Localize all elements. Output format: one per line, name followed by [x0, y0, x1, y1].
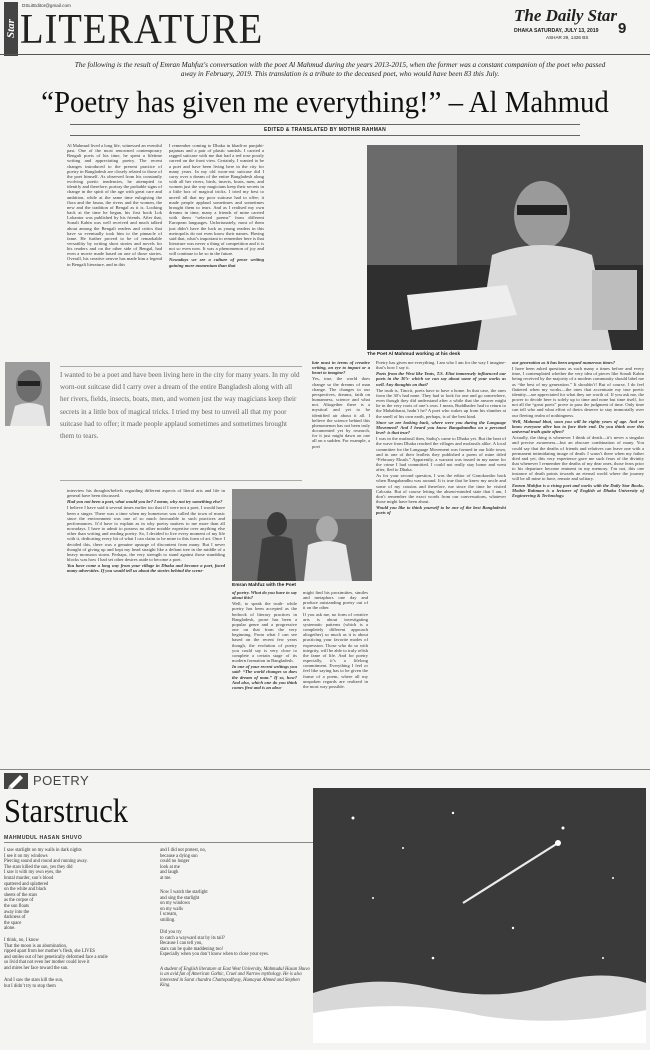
article-intro: The following is the result of Emran Mahfuz's conversation with the poet Al Mahmud during the years 2013-2015, when the former was a constant companion of the poet who passed away in February, 2019. This translation is a tribute to the deceased poet, who would have been 83 this July.: [74, 60, 606, 79]
masthead-divider: [0, 54, 650, 55]
article-paragraph: You have come a long way from your village in Dhaka and become a poet, faced many adversities. If you would tell us about the stories behind the scene-: [67, 563, 225, 574]
poem-line: so livid that not even her mother could love it: [4, 960, 90, 966]
poem-author: MAHMUDUL HASAN SHUVO: [4, 835, 83, 841]
page-number: 9: [618, 20, 627, 37]
poem-divider: [4, 842, 319, 843]
article-paragraph: I was in the mufassil then, Sadiq’s came to Dhaka yet. But the heat of the wave from Dhaka reached the villages and mofassils alike. A local committee for the Language Movement was formed in our little town, and in one of their leaflets they published a poem of mine titled “February Ekush.” Apparently, a warrant was issued in my name for the crime I had committed. I could not really stay home and went after, fled to Dhaka.: [376, 436, 506, 473]
poem-line: I think, no, I know: [4, 938, 39, 943]
poem-stanza: [160, 930, 315, 958]
article-paragraph: In one of your recent writings you said- “The world changes so does the dream of man.” If so, how? And also, which one do you think comes first and is an abso-: [232, 664, 297, 690]
article-column-5: [303, 590, 368, 735]
article-column-8: [512, 360, 644, 750]
pull-quote: I wanted to be a poet and have been living here in the city for many years. In my old worn-out suitcase did I carry over a dream of the entire Bangladesh along with all her rivers, fields, insects, boats, men, and women just the way magicians keep their secrets in a little box of magical tricks. I tried my best to unveil all that my poor suitcase had to offer; it made people applaud sometimes and sometimes brought them to tears.: [60, 366, 302, 481]
article-column-4: [232, 590, 297, 735]
article-paragraph: our generation as it has been argued numerous times?: [512, 360, 616, 365]
article-paragraph: Poetry has given me everything. I am who I am for the way I imagine- that’s how I say it.: [376, 360, 506, 371]
poem-line: and smiles out of her genetically deformed face a smile: [4, 954, 108, 960]
poem-line: Because I can tell you,: [160, 941, 203, 947]
poem-line: Especially when you don’t know when to close your eyes.: [160, 952, 270, 958]
article-paragraph: Nowadays we see a culture of prose writing gaining more momentum than that: [169, 257, 264, 268]
article-headline: “Poetry has given me everything!” – Al Mahmud: [41, 84, 609, 119]
poem-line: darkness of: [4, 915, 26, 921]
article-paragraph: Had you not been a poet, what would you be? I mean, why not try something else?: [67, 499, 223, 505]
poetry-label: POETRY: [33, 773, 90, 788]
poem-line: look at me: [160, 864, 180, 870]
section-title: LITERATURE: [20, 7, 264, 53]
poem-line: smiling.: [160, 917, 176, 923]
poem-line: That the moon is an abomination,: [4, 943, 68, 949]
article-paragraph: interview his thoughts/beliefs regarding different aspects of literal arts and life in general have been discussed.: [67, 488, 225, 499]
poem-line: on my windows: [160, 901, 190, 907]
bangla-date: ASHAR 29, 1426 BS: [546, 35, 589, 40]
poem-line: I saw it with my own eyes, the: [4, 870, 62, 876]
newspaper-name: The Daily Star: [514, 6, 617, 25]
article-paragraph: I have been asked questions as such many a times before and every time, I contemplated whether the very idea of pieces like Sonali Kabin being received by the majority of a modern community should label me as “the best of my generation.” It shouldn’t! But of course, I do feel flattered when my works—the ones that accentuate my true poetic identity—are appreciated for what they are worth of. If you ask me, the power to decide here is solely up to time and none but time itself, for not all the “great poets” prove to pass the judgment of time. Only time can tell who and what effort of theirs deserve to stay immortally over our fleeting realm of nothingness.: [512, 366, 644, 418]
poem-line: but I didn’t try to stop them: [4, 983, 56, 989]
poem-line: the space: [4, 920, 22, 926]
poem-line: away into the: [4, 909, 30, 915]
article-column-1: [67, 143, 162, 355]
article-column-7: [376, 360, 506, 750]
poet-portrait-illustration: [5, 362, 50, 426]
night-sky-illustration: [313, 788, 646, 1043]
article-paragraph: Yes, true, the world does change so the dreams of man change. The changes to our perspectives, dreams, faith on humanness, science and what not. Altogether there is a mystical and yet to be identified air about it all. I believe the science behind this phenomenon has not been truly documented yet by research, for it just might dawn on one all on a sudden. For example, a poet: [312, 376, 370, 449]
poem-line: spattered and splattered: [4, 881, 49, 887]
mahfuz-with-poet-photo: [232, 489, 372, 581]
poem-stanza: [4, 978, 154, 989]
article-column-2: [169, 143, 264, 355]
poem-line: sheets of the stars: [4, 892, 38, 898]
poet-at-desk-photo: [367, 145, 643, 350]
article-column-6: [312, 360, 370, 482]
poem-line: Piercing sound and round and running away.: [4, 859, 88, 865]
byline-divider-bottom: [70, 135, 580, 136]
article-paragraph: I believe I have said it several times earlier too that if I were not a poet, I would have been a singer. There was a time when my hometown was called the town of music since the environment was one of so much favourable to such practices and performances. It’d have to explain as in why poetry matters to me more than all nowadays. I have to admit to possess no other notable expertise over anything else other than writing and reading poetry. So, I decided to live every moment of my life with it, dedicating every bit of what I can claim to be mine to this form of art. Once I decided this, there was a genuine upsurge of discontent from many. But I never thought of giving up and kept my head straight like a defiant tree in the middle of a heavy monsoon storm. Perhaps, the very strength to stand against those stumbling blocks was how I had set other desires aside to become a poet.: [67, 505, 225, 563]
poem-stanza: [160, 890, 310, 924]
article-paragraph: Since we are looking back, where were you during the Language Movement? And I heard you know Bangabandhu on a personal level- is that true?: [376, 419, 506, 436]
article-paragraph: Al Mahmud lived a long life, witnessed an eventful past. One of the most renowned contemporary Bengali poets of his time, he spent a lifetime writing and appreciating poetry. The recent changes introduced to the present practice of poetry in Bangladesh are closely related to those of the poet himself. As observed from his constantly evolving poetic tendencies, he attempted to identify and therefore, portray the probable signs of change in the spirit of the age with great care and ambition, while at the same time eulogising the flora and the fauna, the rivers and the women, the new and the tradition of Bengal as it is. Looking back at the time he began, his first book Lok Lokantor was published by his friends. After that, Sonali Kabin was well received and much talked about among the Bengali readers and critics that have so eventually took him to the pinnacle of fame. He further proved to be of remarkable versatility by writing short stories and novels for his readers and on the other side of Bengal, had even a movie made based on one of those stories. Overall, his creative oeuvre has made him a legend in Bengali literature, and in this: [67, 143, 162, 267]
second-photo-caption: Emran Mahfuz with the Poet: [232, 583, 296, 588]
poem-line: to catch a wayward star by its tail?: [160, 935, 225, 941]
poet-at-desk-illustration: [367, 145, 643, 350]
poem-line: alone.: [4, 926, 16, 932]
poem-stanza: [4, 848, 154, 932]
byline-divider-top: [70, 124, 580, 125]
poem-line: and sing the starlight: [160, 895, 200, 901]
dateline: DHAKA SATURDAY, JULY 13, 2019: [514, 28, 599, 34]
poem-line: And I saw the stars kill the sun,: [4, 978, 64, 983]
article-paragraph: might find his proximities, similes and metaphors one day and produce outstanding poetry out of it on the other.: [303, 590, 368, 611]
poem-line: Now I watch the starlight: [160, 890, 208, 895]
article-paragraph: lute must in terms of creative writing, an eye to impact or a heart to imagine?: [312, 360, 370, 376]
poem-line: at me.: [160, 875, 172, 881]
article-byline: EDITED & TRANSLATED BY MOTHIR RAHMAN: [263, 127, 386, 133]
poem-line: and I did not protest, no,: [160, 848, 206, 853]
star-logo: Star: [4, 2, 18, 56]
pen-icon: [4, 773, 28, 789]
poem-line: stars can be quite maddening too!: [160, 946, 224, 952]
poem-line: on the white and black: [4, 887, 47, 893]
article-column-3: [67, 488, 225, 698]
article-paragraph: Well, to speak the truth- while poetry has been accepted as the bedrock of literary practices in Bangladesh, prose has been a popular genre and a progressive one on that from the very beginning. From what I can see based on the recent few years though, the evolution of poetry you could say is very close to complete a certain stage of its modern formation in Bangladesh.: [232, 601, 297, 664]
poem-line: the sun floats: [4, 903, 29, 909]
poetry-section-divider: [0, 769, 650, 770]
main-photo-caption: The Poet Al Mahmud working at his desk: [367, 352, 461, 357]
poem-line: Did you try: [160, 930, 182, 935]
poem-line: I saw starlight on my walls in dark nights: [4, 848, 82, 853]
poem-line: and mires her face toward the sun.: [4, 965, 69, 971]
poem-line: The stars killed the sun, yes they did: [4, 864, 73, 870]
poem-title: Starstruck: [4, 793, 129, 830]
poem-line: on my walls: [160, 906, 183, 912]
poem-line: ripped apart from her mother’s flesh, she LIVES: [4, 949, 96, 955]
article-paragraph: I remember coming to Dhaka in khadi-ar punjabi-pajamas and a pair of plastic sandals. I carried a ragged suitcase with me that had a red rose poorly carved on the front view. Certainly, I wanted to be a poet and have been living here in the city for many years. In my old worn-out suitcase did I carry over a dream of the entire Bangladesh along with all her rivers, birds, insects, boats, men, and women just the way magicians keep their secrets in a little box of magical tricks. I tried my best to unveil all that my poor suitcase had to offer; it made people applaud sometimes and sometimes brought them to tears. And as I realised my own dreams in time, many a friends of mine carried with them “selected poems” from different European languages. Unfortunately, most of them just didn’t have the luck as young readers in this metropolis do not even know their names. Having said that, what’s important to remember here is that literature was never a thing of competition and it is not so even now. It was a phenomenon of joy and will continue to be so in the future.: [169, 143, 264, 257]
poem-line: and laugh: [160, 870, 179, 876]
article-paragraph: Poets from the West like Yeats, T.S. Eliot immensely influenced our poets in the 30’s- which we can say about some of your works as well. Any thoughts on that?: [376, 371, 506, 387]
article-paragraph: The truth is, Tincrit, poets have to have a home. In that case, the ones from the 30’s had none. They had to look for one and go somewhere, even though they did understand after a while that the answer might lie in the very roots of one’s own. I mean, Buddhadev had to return to the Mahabharat, hadn’t he? A poet who wakes up from his slumber at the smell of his own earth, perhaps, is of the best kind.: [376, 387, 506, 419]
article-paragraph: As for your second question, I was the editor of Gonokontho back when Bangabandhu was around. It is true that he knew my uncle and some of my cousins and therefore, me since the time he visited Calcutta. But of course letting the absent-minded state that I am, I don’t remember the exact words from our conversations, whatever those might have been about.: [376, 473, 506, 505]
section-email[interactable]: DSLitEditor@gmail.com: [22, 3, 71, 8]
article-paragraph: of poetry. What do you have to say about this?: [232, 590, 297, 601]
article-paragraph: Would you like to think yourself to be one of the best Bangladeshi poets of: [376, 505, 506, 516]
article-paragraph: Actually, the thing is whenever I think of death—it’s never a singular and precise awareness—but an obscure combination of many. You could say that the deaths of friends and relatives can leave one with a permanent intimidating image of death. I wasn’t there when my father died and yet, this very experience gave me such fears of the divinity that whenever I remember the deaths of my dear ones, those fears prior to his departure become eminent in my memory. I’m not, this one instance of death points towards an eternal world where the journey will be all mine to have, remote and solitary.: [512, 435, 644, 482]
poet-portrait-photo: [5, 362, 50, 426]
poem-stanza: [160, 848, 310, 882]
poem-line: because a dying sun: [160, 853, 198, 859]
poem-line: I scream,: [160, 912, 178, 918]
article-paragraph: Well, Mahmud bhai, soon you will be eighty years of age. And we know everyone alive has to face their end. Do you think over this universal truth quite often?: [512, 418, 644, 435]
poem-line: could no longer: [160, 859, 190, 865]
poem-line: as the corpse of: [4, 898, 34, 904]
article-paragraph: Emran Mahfuz is a rising poet and works with the Daily Star Books. Mothir Rahman is a lecturer of English at Dhaka University of Engineering & Technology.: [512, 482, 644, 498]
article-paragraph: If you ask me, no form of creative arts is about investigating systematic patterns (which is a completely different approach altogether) so much as it is about practicing your favorite modes of expression. Those who do so with integrity, will be able to truly relish the fame of life. And for poetry especially, it’s a lifelong commitment. Everything I feel or feel like saying has to be given the frame of a poem, where all my unspoken regards are realized in the most way possible.: [303, 611, 368, 689]
poet-bio: A student of English literature at East West University, Mahmudul Hasan Shuvo is an avid fan of American Gothic, Cruel and Narrow mythology. He is also interested in Sarat chandra Chattopadhyay, Humayun Ahmed and Stephen King.: [160, 967, 310, 989]
mahfuz-with-poet-illustration: [232, 489, 372, 581]
poem-line: I see it on my windows: [4, 853, 48, 859]
shooting-star-drawing: [313, 788, 646, 1043]
poem-line: brutal murder, sun’s blood: [4, 875, 54, 881]
